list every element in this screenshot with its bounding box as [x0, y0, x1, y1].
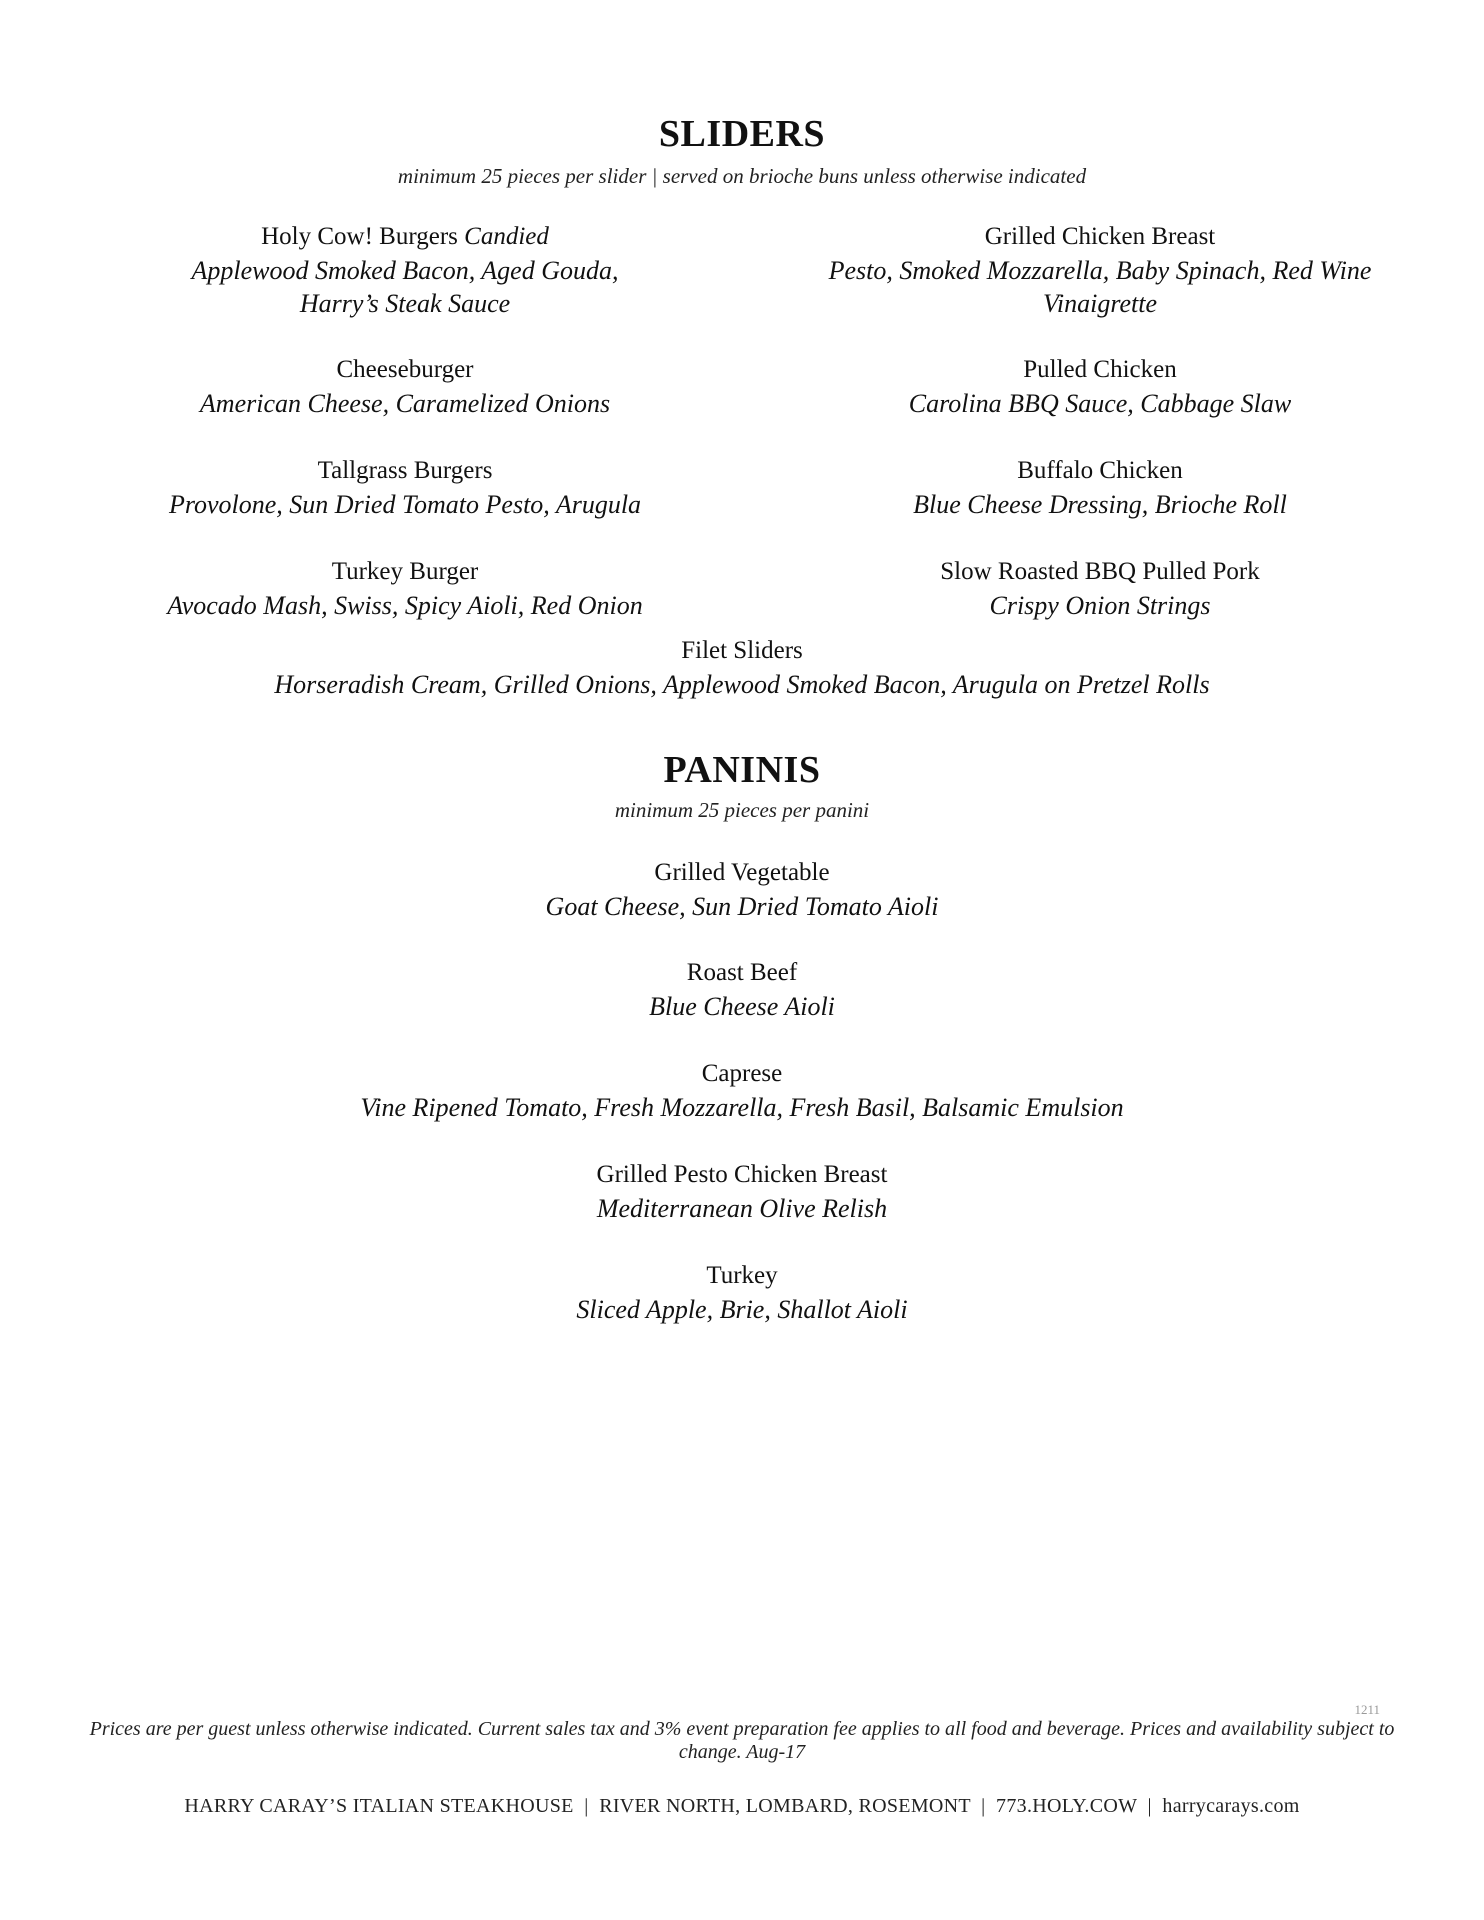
menu-code: 1211 [1354, 1702, 1380, 1717]
slider-item-turkey-burger [140, 555, 670, 622]
slider-item-desc: Pesto, Smoked Mozzarella, Baby Spinach, Red Wine Vinaigrette [828, 256, 1372, 318]
panini-item-name: Caprese [701, 1060, 783, 1087]
slider-item-pulled-chicken [820, 353, 1380, 420]
slider-item-desc: Carolina BBQ Sauce, Cabbage Slaw [908, 389, 1292, 418]
panini-item-desc: Goat Cheese, Sun Dried Tomato Aioli [545, 892, 939, 921]
slider-item-cheeseburger [140, 353, 670, 420]
sliders-title: SLIDERS [658, 113, 826, 155]
slider-item-name: Tallgrass Burgers [317, 457, 493, 484]
panini-item-name: Grilled Pesto Chicken Breast [596, 1161, 888, 1188]
panini-item-desc: Vine Ripened Tomato, Fresh Mozzarella, Fresh Basil, Balsamic Emulsion [360, 1093, 1124, 1122]
pricing-disclaimer: Prices are per guest unless otherwise indicated. Current sales tax and 3% event preparation fee applies to all food and beverage. Prices and availability subject to change. Aug-17 [89, 1718, 1395, 1763]
panini-item-roast-beef [0, 956, 1484, 1023]
slider-item-desc: Provolone, Sun Dried Tomato Pesto, Arugula [168, 490, 642, 519]
panini-item-name: Roast Beef [686, 959, 798, 986]
slider-item-name: Pulled Chicken [1023, 356, 1177, 383]
slider-item-name: Buffalo Chicken [1017, 457, 1183, 484]
panini-item-desc: Sliced Apple, Brie, Shallot Aioli [576, 1295, 908, 1324]
slider-item-filet [0, 634, 1484, 701]
slider-item-grilled-chicken [820, 220, 1380, 320]
slider-item-name: Holy Cow! Burgers Candied [261, 223, 549, 250]
slider-item-buffalo-chicken [820, 454, 1380, 521]
sliders-subtitle: minimum 25 pieces per slider | served on brioche buns unless otherwise indicated [397, 164, 1087, 188]
slider-item-desc: Crispy Onion Strings [989, 591, 1211, 620]
panini-item-name: Turkey [706, 1262, 778, 1289]
slider-item-holy-cow [140, 220, 670, 320]
slider-item-name: Slow Roasted BBQ Pulled Pork [940, 558, 1260, 585]
panini-item-name: Grilled Vegetable [654, 859, 830, 886]
panini-item-desc: Blue Cheese Aioli [649, 992, 835, 1021]
slider-item-name: Cheeseburger [336, 356, 474, 383]
slider-item-desc: Blue Cheese Dressing, Brioche Roll [913, 490, 1287, 519]
restaurant-contact-footer: HARRY CARAY’S ITALIAN STEAKHOUSE | RIVER NORTH, LOMBARD, ROSEMONT | 773.HOLY.COW | harrycarays.com [184, 1795, 1300, 1817]
slider-item-name: Filet Sliders [681, 637, 803, 664]
panini-item-desc: Mediterranean Olive Relish [596, 1194, 888, 1223]
panini-item-grilled-vegetable [0, 856, 1484, 923]
slider-item-desc: Avocado Mash, Swiss, Spicy Aioli, Red Onion [167, 591, 643, 620]
paninis-subtitle: minimum 25 pieces per panini [614, 798, 870, 822]
slider-item-tallgrass [140, 454, 670, 521]
slider-item-desc: Applewood Smoked Bacon, Aged Gouda, Harry’s Steak Sauce [191, 256, 619, 318]
panini-item-pesto-chicken [0, 1158, 1484, 1225]
slider-item-bbq-pork [820, 555, 1380, 622]
paninis-title: PANINIS [663, 749, 821, 791]
slider-item-desc: American Cheese, Caramelized Onions [199, 389, 611, 418]
slider-item-name: Grilled Chicken Breast [984, 223, 1216, 250]
slider-item-desc: Horseradish Cream, Grilled Onions, Applewood Smoked Bacon, Arugula on Pretzel Rolls [274, 670, 1210, 699]
panini-item-turkey [0, 1259, 1484, 1326]
panini-item-caprese [0, 1057, 1484, 1124]
slider-item-name: Turkey Burger [331, 558, 479, 585]
